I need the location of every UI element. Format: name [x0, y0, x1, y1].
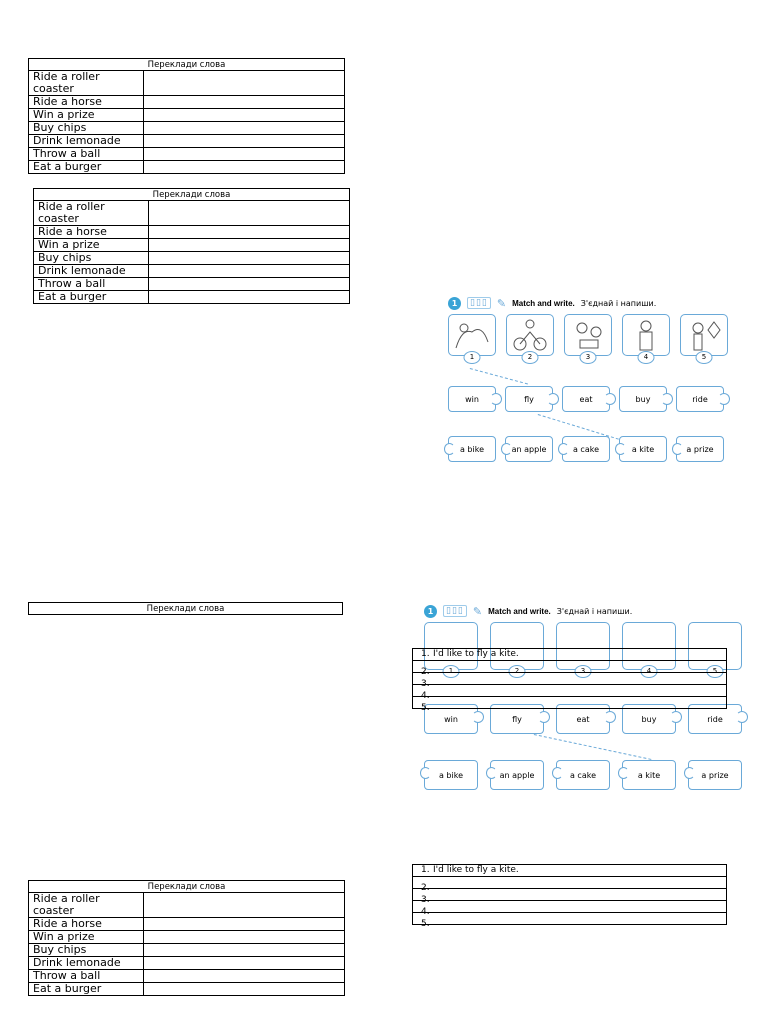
- answer-cell[interactable]: [144, 96, 345, 109]
- answer-line[interactable]: [413, 685, 727, 701]
- match-exercise-1: [448, 296, 748, 476]
- table-row-word: Ride a horse: [34, 226, 149, 239]
- answer-lines-2: [412, 864, 727, 929]
- picture-number: 2: [522, 351, 539, 364]
- picture-number: 5: [696, 351, 713, 364]
- answer-cell[interactable]: [149, 201, 350, 226]
- line-number: 3.: [421, 894, 430, 905]
- verb-piece: eat: [562, 386, 610, 412]
- answer-cell[interactable]: [149, 239, 350, 252]
- verb-piece: eat: [556, 704, 610, 734]
- answer-cell[interactable]: [144, 893, 345, 918]
- answer-line[interactable]: [413, 697, 727, 713]
- table-row-word: Drink lemonade: [29, 957, 144, 970]
- answer-line[interactable]: [413, 865, 727, 877]
- table-row-word: Eat a burger: [29, 983, 144, 996]
- answer-cell[interactable]: [144, 161, 345, 174]
- picture-boy-bike: [506, 314, 554, 361]
- exercise-number: 1: [448, 297, 461, 310]
- verb-piece: buy: [622, 704, 676, 734]
- answer-line[interactable]: [413, 877, 727, 893]
- exercise-subtitle: З'єднай і напиши.: [556, 606, 633, 616]
- match-line: [534, 734, 652, 760]
- line-number: 1.: [421, 865, 430, 875]
- picture-number: 3: [575, 665, 592, 678]
- answer-line[interactable]: [413, 913, 727, 929]
- table-row-word: Win a prize: [29, 931, 144, 944]
- table-row-word: Ride a roller coaster: [29, 893, 144, 918]
- line-number: 3.: [421, 678, 430, 689]
- answer-cell[interactable]: [144, 918, 345, 931]
- object-piece: a cake: [562, 436, 610, 462]
- line-number: 4.: [421, 906, 430, 917]
- answer-cell[interactable]: [144, 970, 345, 983]
- picture-number: 4: [638, 351, 655, 364]
- object-piece: a prize: [688, 760, 742, 790]
- line-number: 1.: [421, 649, 430, 659]
- object-piece: a prize: [676, 436, 724, 462]
- object-piece: an apple: [490, 760, 544, 790]
- picture-row: [448, 314, 728, 361]
- answer-line[interactable]: [413, 889, 727, 905]
- picture-kids-cake: [564, 314, 612, 361]
- answer-line[interactable]: [413, 901, 727, 917]
- line-number: 4.: [421, 690, 430, 701]
- answer-cell[interactable]: [149, 252, 350, 265]
- line-number: 5.: [421, 918, 430, 929]
- object-piece: a kite: [619, 436, 667, 462]
- answer-cell[interactable]: [144, 148, 345, 161]
- answer-line[interactable]: [413, 649, 727, 661]
- table-row-word: Eat a burger: [34, 291, 149, 304]
- object-piece: a kite: [622, 760, 676, 790]
- answer-cell[interactable]: [144, 71, 345, 96]
- answer-cell[interactable]: [144, 122, 345, 135]
- answer-cell[interactable]: [149, 278, 350, 291]
- verb-piece: win: [448, 386, 496, 412]
- answer-cell[interactable]: [149, 226, 350, 239]
- picture-number: 3: [580, 351, 597, 364]
- answer-line[interactable]: [413, 661, 727, 677]
- verb-piece: buy: [619, 386, 667, 412]
- exercise-subtitle: З'єднай і напиши.: [580, 298, 657, 308]
- line-number: 5.: [421, 702, 430, 713]
- answer-cell[interactable]: [144, 109, 345, 122]
- table-header: Переклади слова: [29, 59, 345, 71]
- table-row-word: Ride a roller coaster: [34, 201, 149, 226]
- table-header: Переклади слова: [29, 603, 343, 615]
- table-row-word: Ride a roller coaster: [29, 71, 144, 96]
- picture-number: 2: [509, 665, 526, 678]
- table-row-word: Win a prize: [29, 109, 144, 122]
- match-line: [470, 368, 528, 384]
- table-row-word: Buy chips: [34, 252, 149, 265]
- object-piece: a cake: [556, 760, 610, 790]
- picture-number: 5: [707, 665, 724, 678]
- verb-row: [448, 386, 724, 412]
- table-row-word: Ride a horse: [29, 96, 144, 109]
- object-piece: a bike: [424, 760, 478, 790]
- table-row-word: Throw a ball: [29, 970, 144, 983]
- answer-cell[interactable]: [144, 944, 345, 957]
- answer-line[interactable]: [413, 673, 727, 689]
- verb-piece: win: [424, 704, 478, 734]
- table-row-word: Ride a horse: [29, 918, 144, 931]
- table-row-word: Buy chips: [29, 944, 144, 957]
- table-header: Переклади слова: [34, 189, 350, 201]
- verb-piece: fly: [490, 704, 544, 734]
- exercise-heading: [424, 604, 632, 618]
- answer-cell[interactable]: [144, 931, 345, 944]
- pencil-icon: ✎: [472, 604, 483, 618]
- verb-piece: ride: [676, 386, 724, 412]
- picture-boy-apple: [622, 314, 670, 361]
- exercise-title: Match and write.: [488, 606, 551, 616]
- answer-cell[interactable]: [149, 291, 350, 304]
- answer-cell[interactable]: [144, 983, 345, 996]
- answer-cell[interactable]: [149, 265, 350, 278]
- table-header: Переклади слова: [29, 881, 345, 893]
- pencil-icon: ✎: [496, 296, 507, 310]
- exercise-number: 1: [424, 605, 437, 618]
- table-row-word: Eat a burger: [29, 161, 144, 174]
- verb-piece: ride: [688, 704, 742, 734]
- answer-text: I'd like to fly a kite.: [433, 649, 519, 659]
- translate-table-2: [33, 188, 350, 304]
- object-row: [448, 436, 724, 462]
- picture-number: 1: [464, 351, 481, 364]
- translate-table-4: [28, 880, 345, 996]
- verb-piece: fly: [505, 386, 553, 412]
- picture-number: 1: [443, 665, 460, 678]
- object-piece: a bike: [448, 436, 496, 462]
- table-row-word: Drink lemonade: [29, 135, 144, 148]
- answer-cell[interactable]: [144, 135, 345, 148]
- answer-lines-1: [412, 648, 727, 713]
- exercise-heading: [448, 296, 656, 310]
- table-row-word: Drink lemonade: [34, 265, 149, 278]
- picture-girl-kite: [680, 314, 728, 361]
- exercise-title: Match and write.: [512, 298, 575, 308]
- picture-girl-prize: [448, 314, 496, 361]
- picture-number: 4: [641, 665, 658, 678]
- translate-table-1: [28, 58, 345, 174]
- object-row: [424, 760, 742, 790]
- table-row-word: Throw a ball: [34, 278, 149, 291]
- table-row-word: Throw a ball: [29, 148, 144, 161]
- book-icon: ▯▯▯: [443, 605, 467, 617]
- line-number: 2.: [421, 882, 430, 893]
- answer-cell[interactable]: [144, 957, 345, 970]
- table-row-word: Buy chips: [29, 122, 144, 135]
- book-icon: ▯▯▯: [467, 297, 491, 309]
- answer-text: I'd like to fly a kite.: [433, 865, 519, 875]
- object-piece: an apple: [505, 436, 553, 462]
- translate-table-3: [28, 602, 343, 615]
- line-number: 2.: [421, 666, 430, 677]
- table-row-word: Win a prize: [34, 239, 149, 252]
